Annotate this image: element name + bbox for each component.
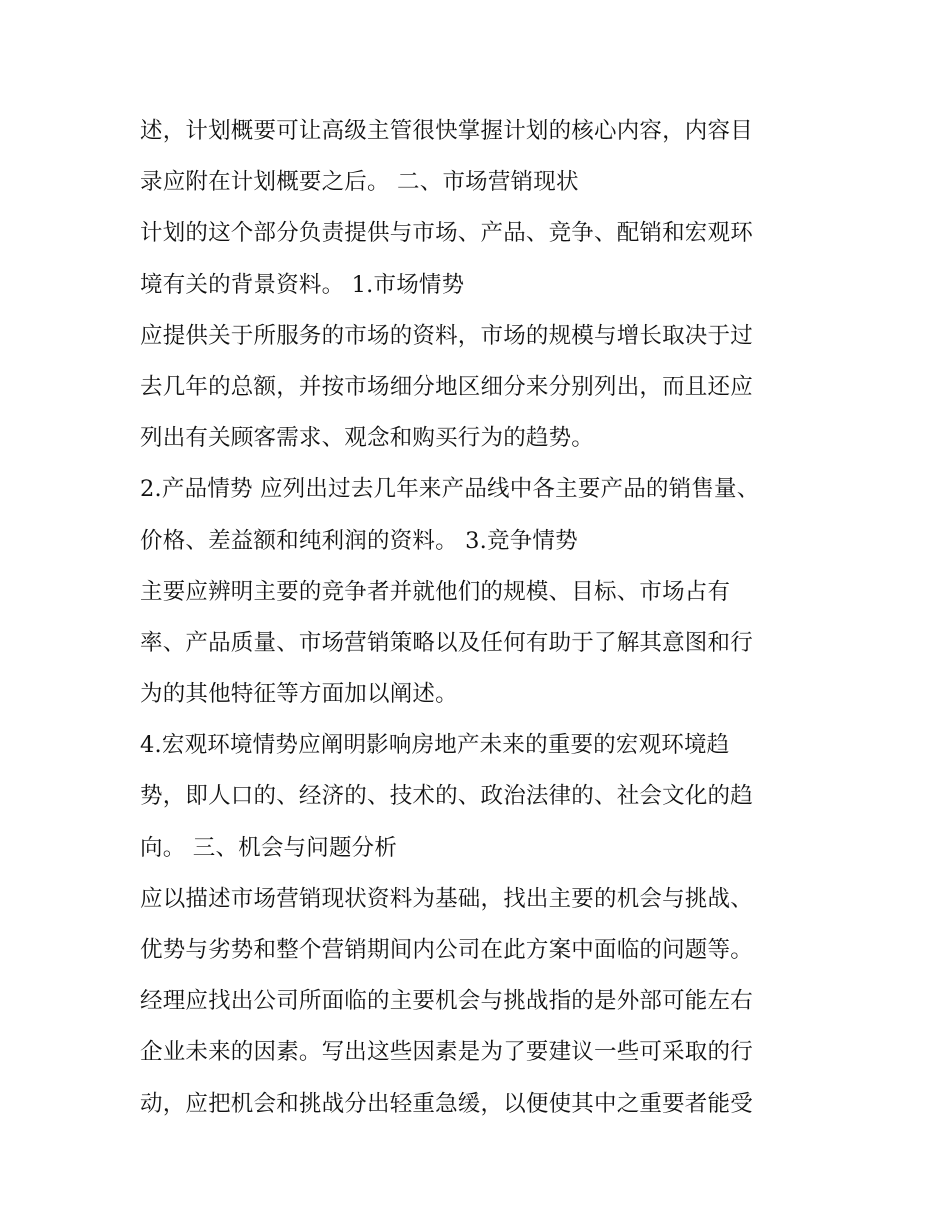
- text-line: 主要应辨明主要的竞争者并就他们的规模、目标、市场占有: [140, 578, 731, 605]
- text-line: 去几年的总额，并按市场细分地区细分来分别列出，而且还应: [140, 373, 753, 400]
- text-line: 优势与劣势和整个营销期间内公司在此方案中面临的问题等。: [140, 937, 753, 963]
- text-line: 录应附在计划概要之后。 二、市场营销现状: [140, 169, 579, 196]
- text-line: 2.产品情势 应列出过去几年来产品线中各主要产品的销售量、: [140, 476, 760, 503]
- text-line: 列出有关顾客需求、观念和购买行为的趋势。: [140, 425, 595, 452]
- text-line: 境有关的背景资料。 1.市场情势: [140, 271, 465, 298]
- text-line: 企业未来的因素。写出这些因素是为了要建议一些可采取的行: [140, 1039, 753, 1066]
- text-line: 计划的这个部分负责提供与市场、产品、竞争、配销和宏观环: [140, 220, 753, 247]
- text-line: 为的其他特征等方面加以阐述。: [140, 681, 458, 708]
- text-line: 率、产品质量、市场营销策略以及任何有助于了解其意图和行: [140, 629, 753, 656]
- body-text: [140, 110, 820, 1134]
- text-line: 价格、差益额和纯利润的资料。 3.竞争情势: [140, 527, 578, 554]
- text-line: 述，计划概要可让高级主管很快掌握计划的核心内容，内容目: [140, 118, 753, 144]
- text-line: 向。 三、机会与问题分析: [140, 834, 398, 861]
- text-line: 势，即人口的、经济的、技术的、政治法律的、社会文化的趋: [140, 783, 753, 810]
- text-line: 动，应把机会和挑战分出轻重急缓，以便使其中之重要者能受: [140, 1090, 753, 1117]
- text-line: 应以描述市场营销现状资料为基础，找出主要的机会与挑战、: [140, 885, 753, 912]
- text-line: 经理应找出公司所面临的主要机会与挑战指的是外部可能左右: [140, 988, 753, 1015]
- text-line: 应提供关于所服务的市场的资料，市场的规模与增长取决于过: [140, 322, 753, 349]
- text-line: 4.宏观环境情势应阐明影响房地产未来的重要的宏观环境趋: [140, 732, 730, 759]
